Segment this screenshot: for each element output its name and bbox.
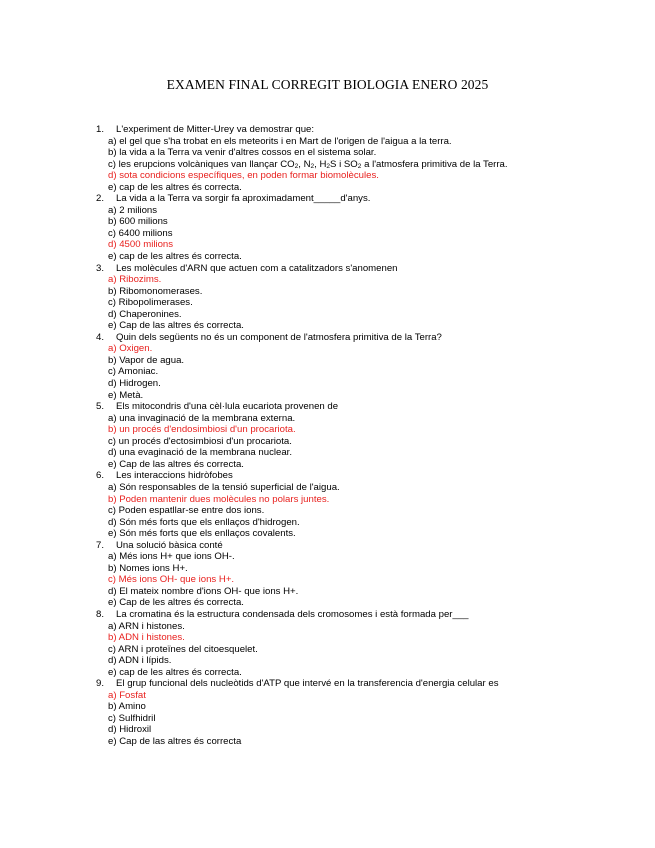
- question-2: [96, 193, 636, 205]
- answer-option-correct: d) sota condicions específiques, en poden formar biomolècules.: [108, 170, 379, 182]
- answer-option: b) 600 milions: [108, 216, 168, 228]
- answer-option-correct: d) 4500 milions: [108, 239, 174, 251]
- question-number: 8.: [96, 608, 105, 620]
- question-number: 3.: [96, 262, 105, 274]
- answer-option: e) Metà.: [108, 389, 144, 401]
- question-number: 9.: [96, 678, 105, 690]
- question-number: 5.: [96, 401, 105, 413]
- question-text: Les molècules d'ARN que actuen com a catalitzadors s'anomenen: [116, 262, 398, 274]
- answer-option-correct: c) Més ions OH- que ions H+.: [108, 574, 235, 586]
- answer-option: b) la vida a la Terra va venir d'altres cossos en el sistema solar.: [108, 147, 377, 159]
- subscript: 2: [357, 162, 362, 170]
- answer-option: a) una invaginació de la membrana externa.: [108, 412, 296, 424]
- answer-option: e) cap de les altres és correcta.: [108, 666, 242, 678]
- answer-option: b) Ribomonomerases.: [108, 285, 203, 297]
- answer-option: c) 6400 milions: [108, 227, 173, 239]
- answer-option: c) ARN i proteïnes del citoesquelet.: [108, 643, 258, 655]
- question-number: 1.: [96, 124, 105, 135]
- question-3: [96, 263, 636, 275]
- answer-option: c) Ribopolimerases.: [108, 297, 193, 309]
- answer-option: d) Són més forts que els enllaços d'hidrogen.: [108, 516, 300, 528]
- answer-option: c) un procés d'ectosimbiosi d'un procariota.: [108, 435, 292, 447]
- answer-option: a) Més ions H+ que ions OH-.: [108, 551, 235, 563]
- question-1: [96, 124, 636, 136]
- answer-option: b) Amino: [108, 701, 146, 713]
- text-part: , N: [298, 158, 311, 170]
- answer-option: e) cap de les altres és correcta.: [108, 181, 242, 193]
- question-list: [96, 124, 636, 748]
- answer-option: b) Nomes ions H+.: [108, 562, 188, 574]
- answer-option: d) ADN i lípids.: [108, 655, 172, 667]
- question-text: La vida a la Terra va sorgir fa aproximadament_____d'anys.: [116, 193, 371, 205]
- answer-option: b) Vapor de agua.: [108, 354, 185, 366]
- answer-option: e) cap de les altres és correcta.: [108, 251, 242, 263]
- answer-option: a) ARN i histones.: [108, 620, 185, 632]
- answer-option-correct: a) Ribozims.: [108, 274, 162, 286]
- question-text: La cromatina és la estructura condensada dels cromosomes i està formada per___: [116, 608, 469, 620]
- answer-option: d) El mateix nombre d'ions OH- que ions H+.: [108, 585, 299, 597]
- question-6: [96, 470, 636, 482]
- answer-option-correct: b) un procés d'endosimbiosi d'un procariota.: [108, 424, 296, 436]
- answer-option: e) Cap de les altres és correcta.: [108, 597, 244, 609]
- answer-option: e) Cap de las altres és correcta: [108, 735, 242, 747]
- answer-option: e) Cap de las altres és correcta.: [108, 320, 244, 332]
- answer-option: c) Sulfhidril: [108, 712, 156, 724]
- subscript: 2: [310, 162, 315, 170]
- text-part: S i SO: [330, 158, 358, 170]
- answer-option: d) Chaperonines.: [108, 308, 182, 320]
- question-number: 2.: [96, 193, 105, 205]
- text-part: a l'atmosfera primitiva de la Terra.: [361, 158, 508, 170]
- text-part: , H: [314, 158, 327, 170]
- answer-option: d) Hidroxil: [108, 724, 152, 736]
- answer-option: a) el gel que s'ha trobat en els meteorits i en Mart de l'origen de l'aigua a la terra.: [108, 135, 452, 147]
- question-9: [96, 678, 636, 690]
- question-5: [96, 401, 636, 413]
- answer-option-correct: b) ADN i histones.: [108, 632, 185, 644]
- answer-option: c) Poden espatllar-se entre dos ions.: [108, 505, 265, 517]
- text-part: c) les erupcions volcàniques van llançar CO: [108, 158, 295, 170]
- answer-option: a) 2 milions: [108, 204, 158, 216]
- document-title: EXAMEN FINAL CORREGIT BIOLOGIA ENERO 2025: [166, 77, 489, 92]
- question-7: [96, 540, 636, 552]
- answer-option: d) una evaginació de la membrana nuclear.: [108, 447, 292, 459]
- subscript: 2: [326, 162, 331, 170]
- answer-option-correct: b) Poden mantenir dues molècules no polars juntes.: [108, 493, 330, 505]
- question-text: Les interaccions hidròfobes: [116, 470, 233, 482]
- answer-option: c) Amoniac.: [108, 366, 159, 378]
- answer-option: e) Cap de las altres és correcta.: [108, 458, 244, 470]
- question-number: 6.: [96, 470, 105, 482]
- question-number: 7.: [96, 539, 105, 551]
- question-4: [96, 332, 636, 344]
- question-text: Una solució bàsica conté: [116, 539, 223, 551]
- question-text: El grup funcional dels nucleòtids d'ATP que intervé en la transferencia d'energia celular es: [116, 678, 499, 690]
- question-number: 4.: [96, 331, 105, 343]
- answer-option-correct: a) Oxigen.: [108, 343, 153, 355]
- question-text: Els mitocondris d'una cèl·lula eucariota provenen de: [116, 401, 339, 413]
- answer-option: a) Són responsables de la tensió superficial de l'aigua.: [108, 481, 340, 493]
- subscript: 2: [294, 162, 299, 170]
- answer-option: e) Són més forts que els enllaços covalents.: [108, 528, 296, 540]
- answer-option-correct: a) Fosfat: [108, 689, 146, 701]
- answer-option: [96, 159, 636, 171]
- question-8: [96, 609, 636, 621]
- question-text: L'experiment de Mitter-Urey va demostrar que:: [116, 124, 315, 135]
- question-text: Quin dels següents no és un component de l'atmosfera primitiva de la Terra?: [116, 331, 442, 343]
- answer-option: d) Hidrogen.: [108, 378, 161, 390]
